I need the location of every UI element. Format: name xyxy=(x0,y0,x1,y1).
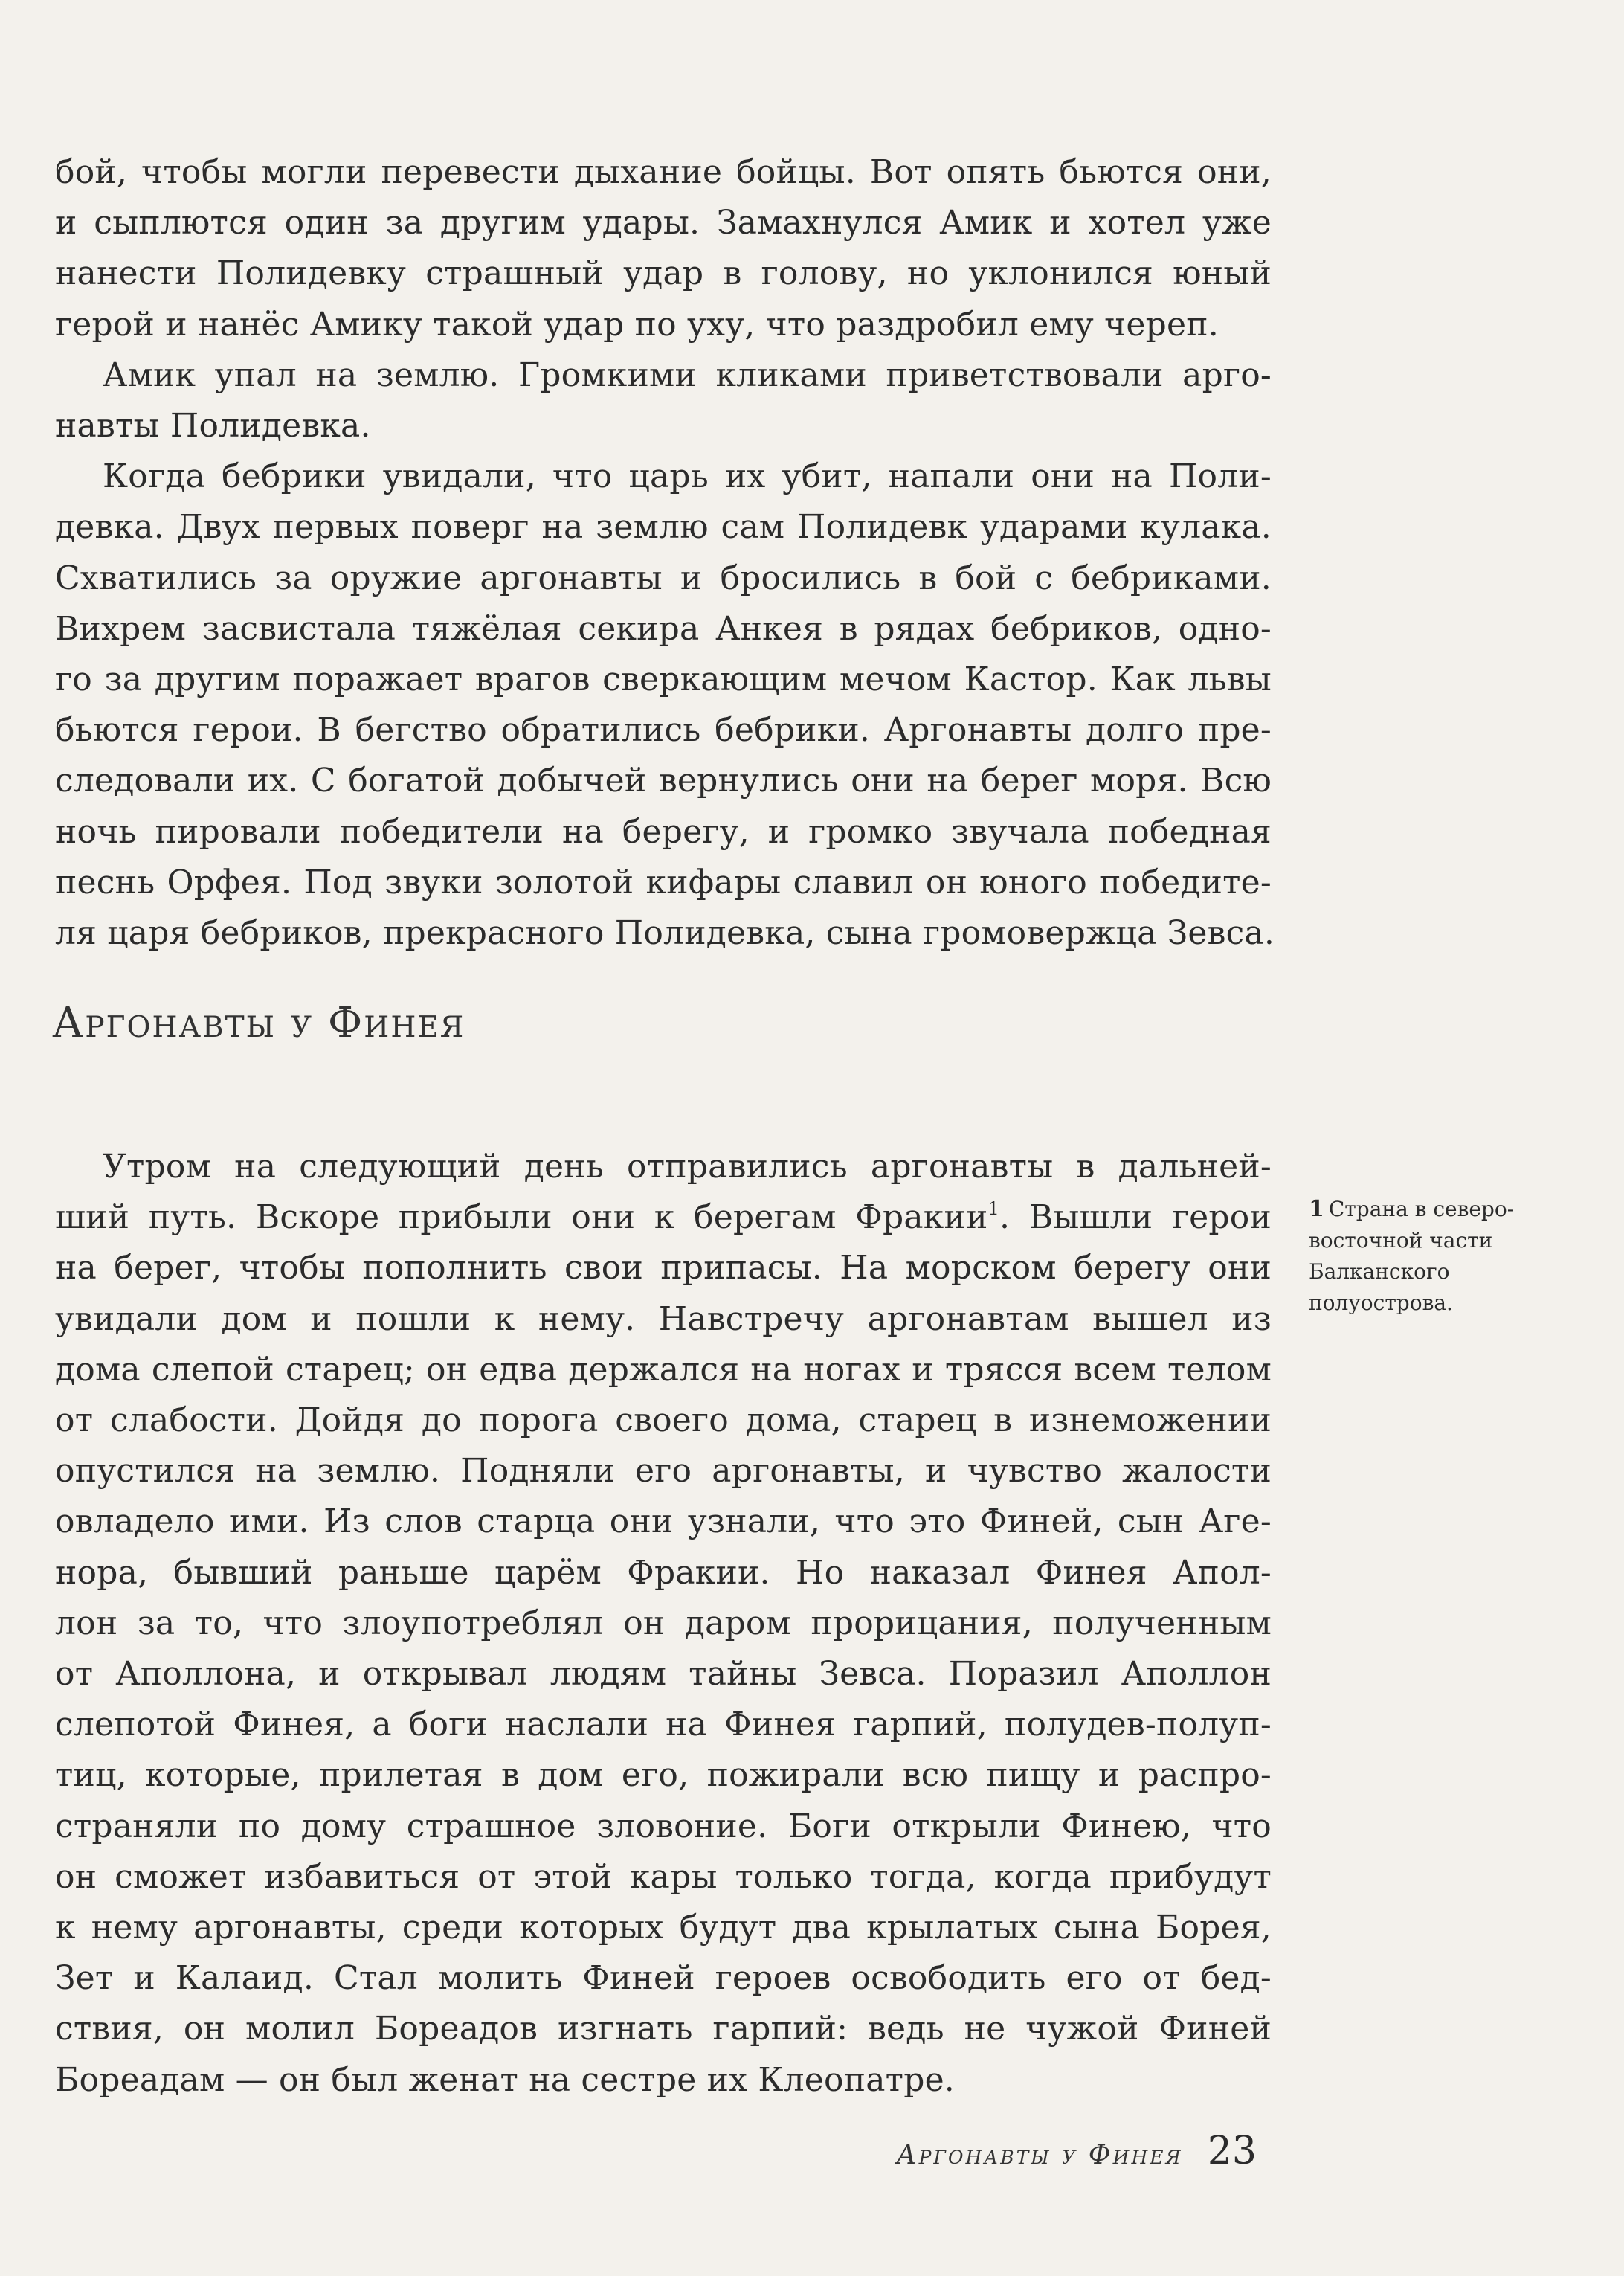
footnote-line: восточной части xyxy=(1309,1228,1493,1253)
text-line: го за другим поражает врагов сверкающим мечом Кастор. Как львы xyxy=(55,660,1272,699)
footnote-line: Балканского xyxy=(1309,1259,1450,1284)
text-line: к нему аргонавты, среди которых будут два крылатых сына Борея, xyxy=(55,1909,1272,1947)
text-line: Утром на следующий день отправились аргонавты в дальней- xyxy=(103,1148,1272,1186)
text-line: овладело ими. Из слов старца они узнали, что это Финей, сын Аге- xyxy=(55,1502,1272,1541)
text-fragment: . Вышли герои xyxy=(999,1198,1272,1237)
text-line: ствия, он молил Бореадов изгнать гарпий: ведь не чужой Финей xyxy=(55,2010,1272,2048)
text-line: следовали их. С богатой добычей вернулись они на берег моря. Всю xyxy=(55,762,1272,800)
footnote-line: Страна в северо- xyxy=(1328,1197,1515,1221)
text-line: Когда бебрики увидали, что царь их убит, напали они на Поли- xyxy=(103,457,1272,496)
text-line: бьются герои. В бегство обратились бебрики. Аргонавты долго пре- xyxy=(55,711,1272,750)
footnote-number: 1 xyxy=(1309,1196,1324,1222)
text-block-top xyxy=(55,147,1275,959)
text-line: опустился на землю. Подняли его аргонавты, и чувство жалости xyxy=(55,1452,1272,1491)
text-line: ночь пировали победители на берегу, и громко звучала победная xyxy=(55,812,1272,851)
text-line: нанести Полидевку страшный удар в голову, но уклонился юный xyxy=(55,254,1272,293)
text-line: нора, бывший раньше царём Фракии. Но наказал Финея Апол- xyxy=(55,1553,1272,1592)
text-line: дома слепой старец; он едва держался на ногах и трясся всем телом xyxy=(55,1350,1272,1389)
text-line-with-footnote xyxy=(55,1192,1272,1243)
text-line: Вихрем засвистала тяжёлая секира Анкея в рядах бебриков, одно- xyxy=(55,609,1272,648)
text-line: слепотой Финея, а боги наслали на Финея гарпий, полудев-полуп- xyxy=(55,1706,1272,1744)
text-line: от Аполлона, и открывал людям тайны Зевса. Поразил Аполлон xyxy=(55,1655,1272,1694)
text-line: и сыплются один за другим удары. Замахнулся Амик и хотел уже xyxy=(55,204,1272,242)
text-line: девка. Двух первых поверг на землю сам Полидевк ударами кулака. xyxy=(55,508,1272,547)
text-line: увидали дом и пошли к нему. Навстречу аргонавтам вышел из xyxy=(55,1299,1272,1338)
footnote-sidenote xyxy=(1309,1194,1524,1319)
footnote-reference[interactable]: 1 xyxy=(987,1198,1000,1220)
text-line: бой, чтобы могли перевести дыхание бойцы. Вот опять бьются они, xyxy=(55,153,1272,191)
text-line: Схватились за оружие аргонавты и бросились в бой с бебриками. xyxy=(55,559,1272,597)
text-line: песнь Орфея. Под звуки золотой кифары славил он юного победите- xyxy=(55,863,1272,901)
text-line: герой и нанёс Амику такой удар по уху, что раздробил ему череп. xyxy=(55,305,1219,344)
text-line: лон за то, что злоупотреблял он даром прорицания, полученным xyxy=(55,1604,1272,1642)
text-line: Бореадам — он был женат на сестре их Клеопатре. xyxy=(55,2060,955,2099)
text-line: ля царя бебриков, прекрасного Полидевка, сына громовержца Зевса. xyxy=(55,914,1275,953)
text-line: тиц, которые, прилетая в дом его, пожирали всю пищу и распро- xyxy=(55,1756,1272,1795)
text-line: он сможет избавиться от этой кары только тогда, когда прибудут xyxy=(55,1857,1272,1896)
page-number: 23 xyxy=(1207,2129,1257,2173)
running-footer xyxy=(840,2129,1257,2173)
text-block-main xyxy=(55,1142,1272,2106)
text-line: от слабости. Дойдя до порога своего дома, старец в изнеможении xyxy=(55,1401,1272,1440)
text-line: Зет и Калаид. Стал молить Финей героев освободить его от бед- xyxy=(55,1959,1272,1998)
text-line: Амик упал на землю. Громкими кликами приветствовали арго- xyxy=(103,356,1272,394)
chapter-heading: Аргонавты у Финея xyxy=(52,999,465,1047)
text-fragment: ший путь. Вскоре прибыли они к берегам Фракии xyxy=(55,1198,988,1237)
text-line: страняли по дому страшное зловоние. Боги открыли Финею, что xyxy=(55,1807,1272,1845)
footnote-line: полуострова. xyxy=(1309,1290,1453,1315)
text-line: на берег, чтобы пополнить свои припасы. На морском берегу они xyxy=(55,1249,1272,1288)
text-line: навты Полидевка. xyxy=(55,407,371,446)
running-title: Аргонавты у Финея xyxy=(896,2140,1183,2170)
